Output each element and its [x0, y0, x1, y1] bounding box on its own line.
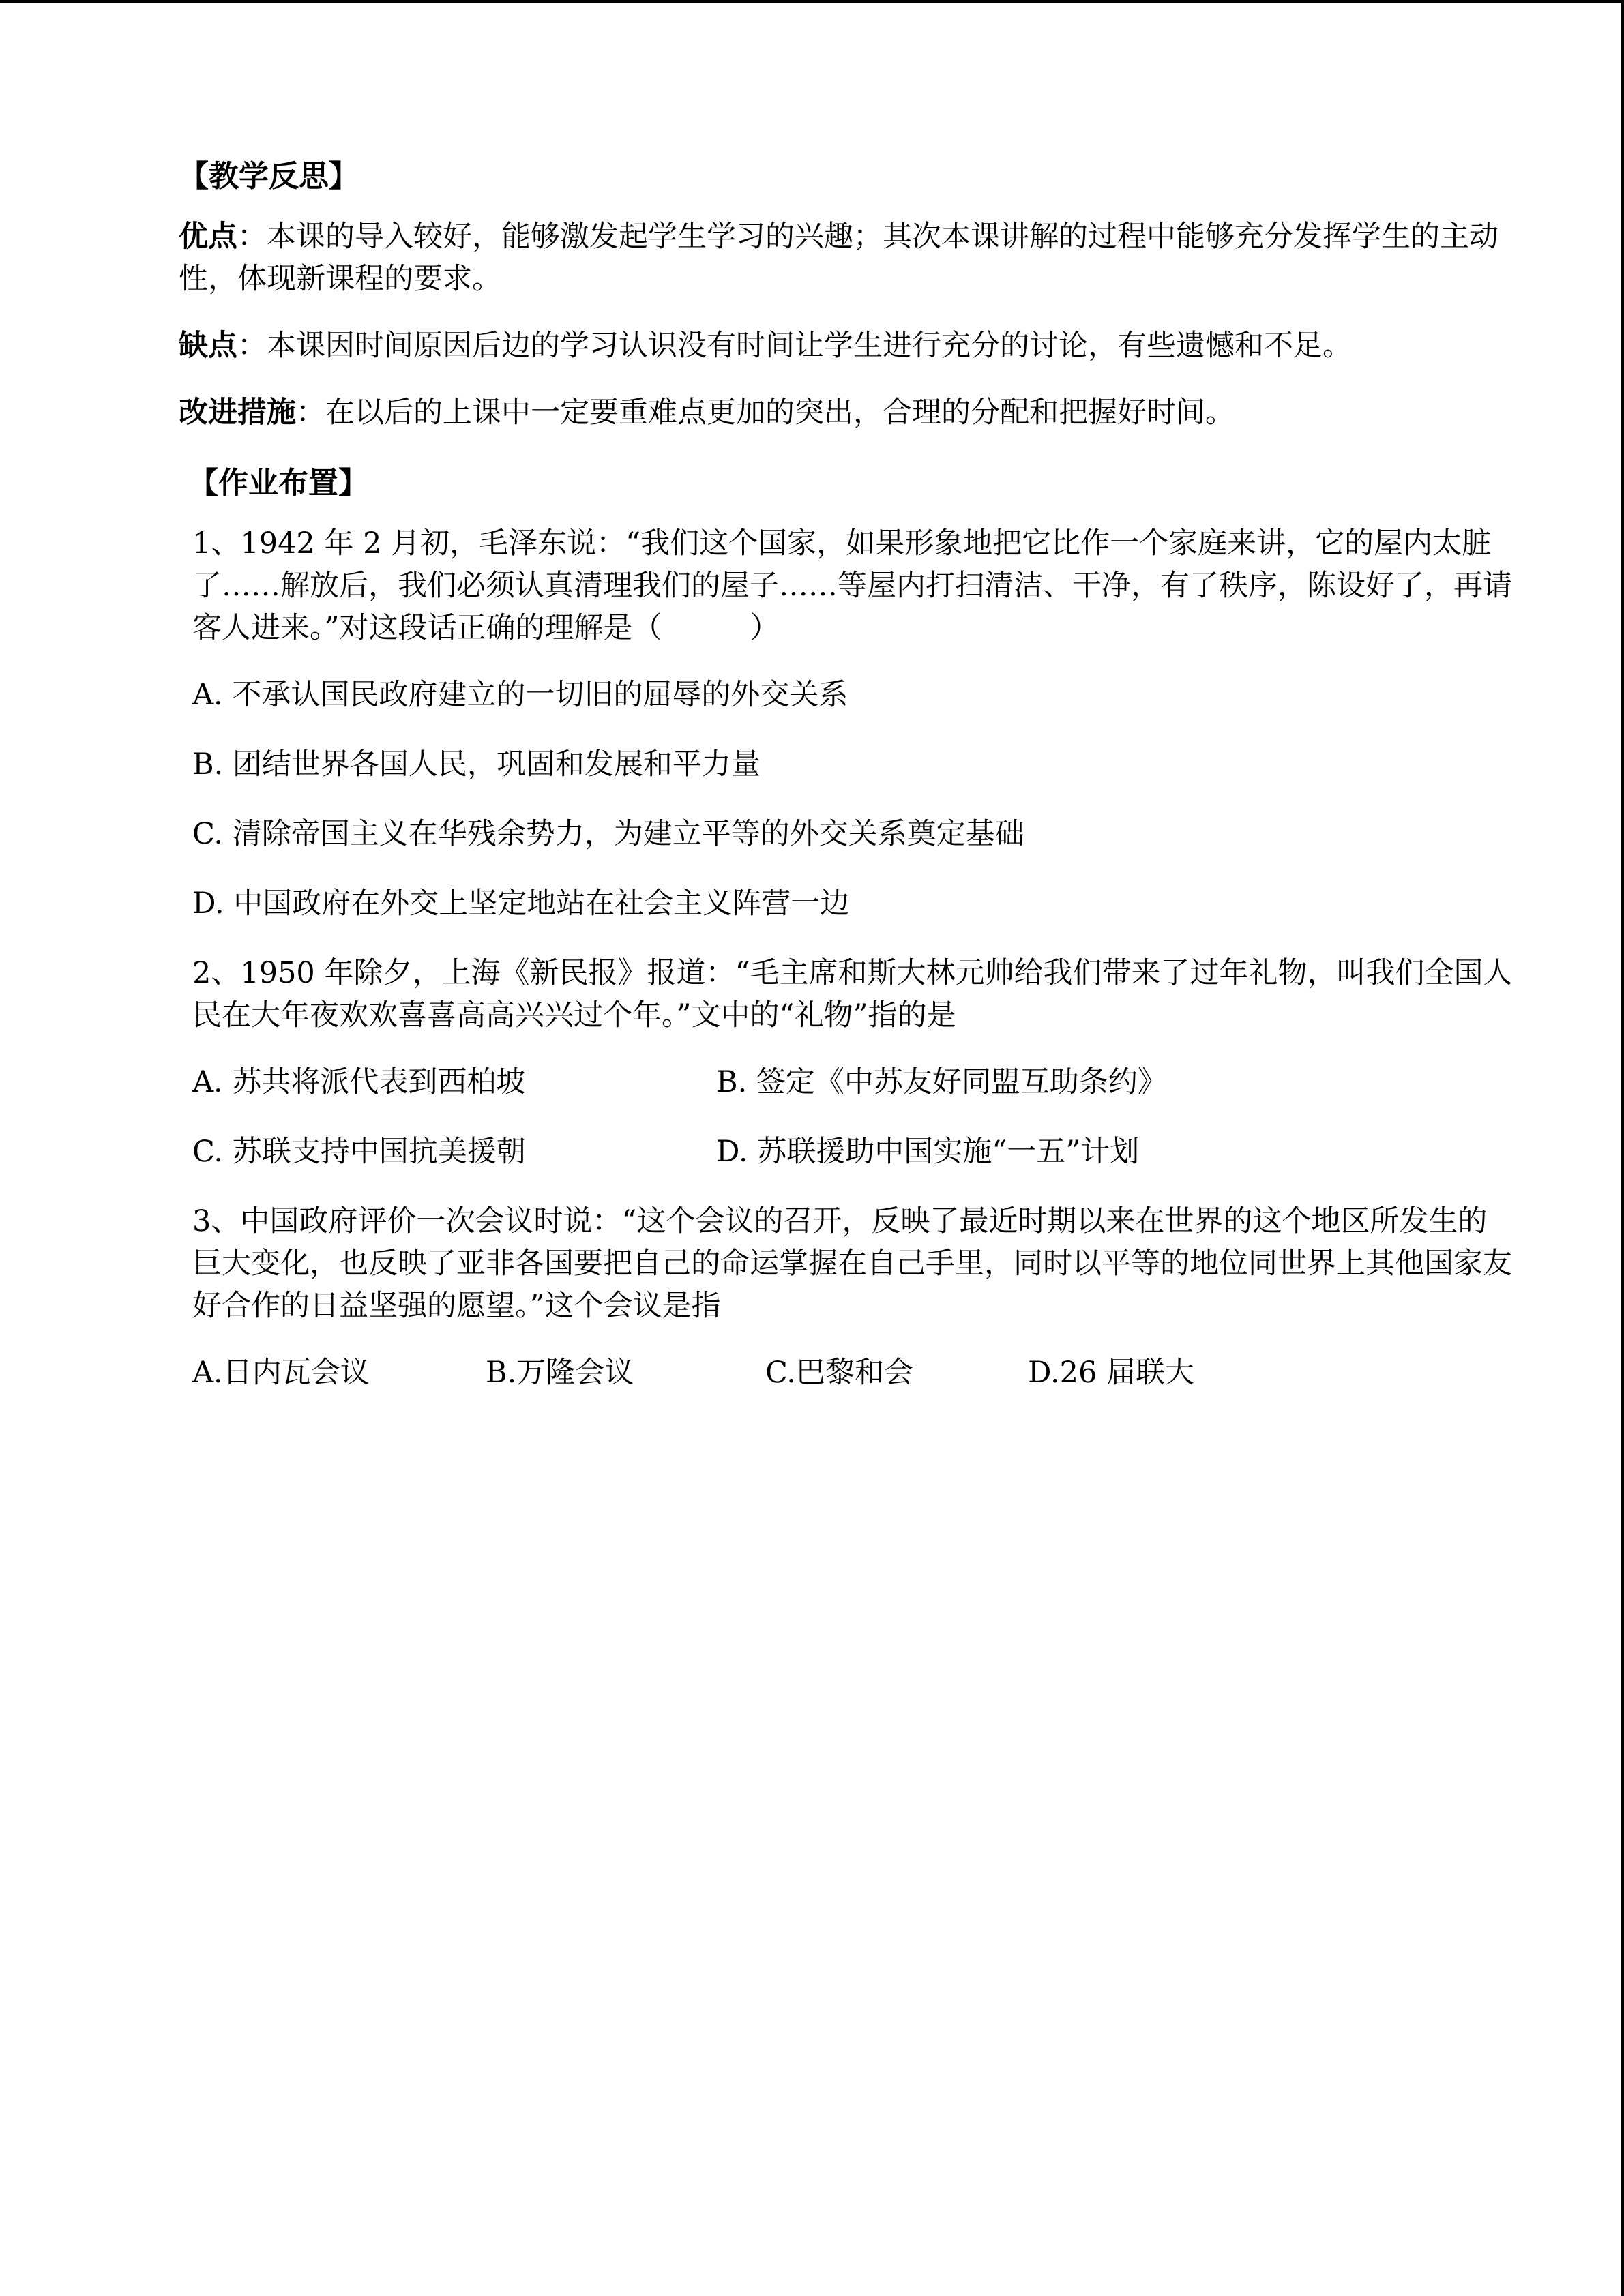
question-3-stem: 3、中国政府评价一次会议时说：“这个会议的召开，反映了最近时期以来在世界的这个地区所发生的巨大变化，也反映了亚非各国要把自己的命运掌握在自己手里，同时以平等的地位同世界上其他国家友好合作的日益坚强的愿望。”这个会议是指	[192, 1204, 1512, 1323]
disadvantages-label: 缺点	[179, 329, 237, 363]
advantages-label: 优点	[179, 220, 237, 254]
disadvantages-text: ：本课因时间原因后边的学习认识没有时间让学生进行充分的讨论，有些遗憾和不足。	[237, 329, 1352, 363]
question-2-option-c: C. 苏联支持中国抗美援朝	[192, 1135, 526, 1169]
question-2-stem: 2、1950 年除夕，上海《新民报》报道：“毛主席和斯大林元帅给我们带来了过年礼物，叫我们全国人民在大年夜欢欢喜喜高高兴兴过个年。”文中的“礼物”指的是	[192, 956, 1513, 1032]
disadvantages-paragraph	[179, 325, 1516, 367]
improvements-label: 改进措施	[179, 396, 296, 430]
homework-heading: 【作业布置】	[188, 466, 368, 501]
question-3-option-b: B.万隆会议	[486, 1356, 634, 1390]
question-1-option-a: A. 不承认国民政府建立的一切旧的屈辱的外交关系	[192, 678, 848, 712]
question-2-option-d: D. 苏联援助中国实施“一五”计划	[716, 1135, 1140, 1169]
page-border-top	[0, 0, 1624, 3]
document-body	[179, 151, 1516, 1421]
question-3-option-a: A.日内瓦会议	[192, 1356, 370, 1390]
question-1-stem: 1、1942 年 2 月初，毛泽东说：“我们这个国家，如果形象地把它比作一个家庭来讲，它的屋内太脏了……解放后，我们必须认真清理我们的屋子……等屋内打扫清洁、干净，有了秩序，陈设好了，再请客人进来。”对这段话正确的理解是（ ）	[192, 526, 1512, 645]
question-1-option-b: B. 团结世界各国人民，巩固和发展和平力量	[192, 747, 761, 781]
advantages-text: ：本课的导入较好，能够激发起学生学习的兴趣；其次本课讲解的过程中能够充分发挥学生的主动性，体现新课程的要求。	[179, 220, 1498, 296]
question-2-options-row-2	[192, 1131, 1516, 1173]
question-2-options-row-1	[192, 1061, 1516, 1103]
question-1-option-c: C. 清除帝国主义在华残余势力，为建立平等的外交关系奠定基础	[192, 817, 1024, 851]
question-2-option-b: B. 签定《中苏友好同盟互助条约》	[716, 1065, 1167, 1099]
question-3-option-d: D.26 届联大	[1028, 1356, 1194, 1390]
question-2-option-a: A. 苏共将派代表到西柏坡	[192, 1065, 526, 1099]
question-3-options-row	[192, 1352, 1516, 1394]
reflection-heading: 【教学反思】	[179, 159, 359, 194]
question-3-option-c: C.巴黎和会	[765, 1356, 914, 1390]
improvements-paragraph	[179, 391, 1516, 434]
page-border-right	[1621, 0, 1624, 2296]
advantages-paragraph	[179, 215, 1516, 300]
question-1-option-d: D. 中国政府在外交上坚定地站在社会主义阵营一边	[192, 886, 850, 921]
improvements-text: ：在以后的上课中一定要重难点更加的突出，合理的分配和把握好时间。	[296, 396, 1235, 430]
